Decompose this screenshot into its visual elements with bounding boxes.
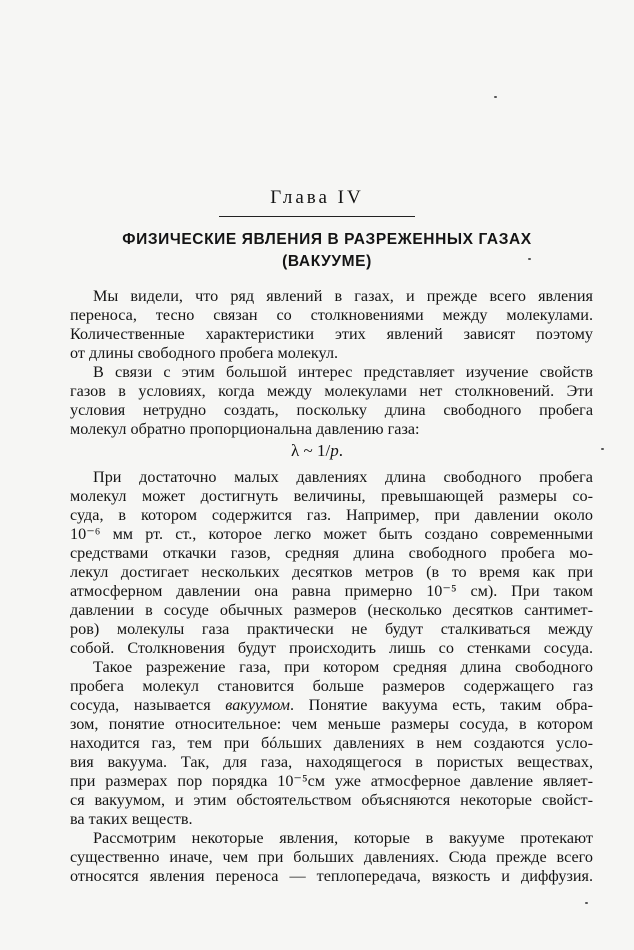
formula [0,441,634,461]
text-line: собой. Столкновения будут происходить лишь со стенками сосуда. [70,639,593,657]
text-fragment: . Понятие вакуума есть, таким обра- [289,696,594,714]
text-line: давлении в сосуде обычных размеров (несколько десятков сантимет- [70,601,593,619]
text-fragment: сосуда, называется [70,696,226,714]
text-line: пробега молекул становится больше размеров содержащего газ [70,677,593,695]
scan-speck [601,448,604,450]
chapter-title-line-1: ФИЗИЧЕСКИЕ ЯВЛЕНИЯ В РАЗРЕЖЕННЫХ ГАЗАХ [122,231,532,248]
text-line-with-term [70,696,593,715]
formula-end: . [338,441,343,460]
text-line: атмосферном давлении она равна примерно 10⁻⁵ см). При таком [70,582,593,600]
text-line: зом, понятие относительное: чем меньше размеры сосуда, в котором [70,715,593,733]
defined-term: вакуумом [225,696,290,714]
text-line: 10⁻⁶ мм рт. ст., которое легко может быть создано современными [70,525,593,543]
text-line: вия вакуума. Так, для газа, находящегося в пористых веществах, [70,753,593,771]
text-line: от длины свободного пробега молекул. [70,344,339,362]
formula-var: p [330,441,339,460]
text-line: Мы видели, что ряд явлений в газах, и прежде всего явления [93,287,593,305]
text-line: существенно иначе, чем при больших давлениях. Сюда прежде всего [70,848,593,866]
chapter-title-line-2: (ВАКУУМЕ) [282,253,372,270]
text-line: находится газ, тем при бóльших давлениях в нем создаются усло- [70,734,593,752]
text-line: При достаточно малых давлениях длина свободного пробега [93,468,593,486]
chapter-title [60,229,594,273]
text-line: газов в условиях, когда между молекулами нет столкновений. Эти [70,382,593,400]
text-line: молекул обратно пропорциональна давлению газа: [70,420,420,438]
text-line: Количественные характеристики этих явлений зависят поэтому [70,325,593,343]
text-line: молекул может достигнуть величины, превышающей размеры со- [70,487,593,505]
chapter-rule [219,216,415,217]
chapter-label: Глава IV [270,187,364,208]
scan-speck [494,96,497,98]
formula-left: λ ~ 1/ [291,441,331,460]
text-line: суда, в котором содержится газ. Например, при давлении около [70,506,593,524]
text-line: ва таких веществ. [70,810,193,828]
text-line: Такое разрежение газа, при котором средняя длина свободного [93,658,593,676]
text-line: условия нетрудно создать, поскольку длина свободного пробега [70,401,593,419]
text-line: Рассмотрим некоторые явления, которые в вакууме протекают [93,829,593,847]
text-line: средствами откачки газов, средняя длина свободного пробега мо- [70,544,593,562]
text-line: лекул достигает нескольких десятков метров (в то время как при [70,563,593,581]
text-line: ся вакуумом, и этим обстоятельством объясняются некоторые свойст- [70,791,593,809]
scan-speck [585,902,588,904]
text-line: при размерах пор порядка 10⁻⁵см уже атмосферное давление являет- [70,772,593,790]
text-line: относятся явления переноса — теплопередача, вязкость и диффузия. [70,867,593,885]
text-line: В связи с этим большой интерес представляет изучение свойств [93,363,593,381]
scan-speck [528,258,531,260]
text-line: переноса, тесно связан со столкновениями между молекулами. [70,306,593,324]
text-line: ров) молекулы газа практически не будут сталкиваться между [70,620,593,638]
